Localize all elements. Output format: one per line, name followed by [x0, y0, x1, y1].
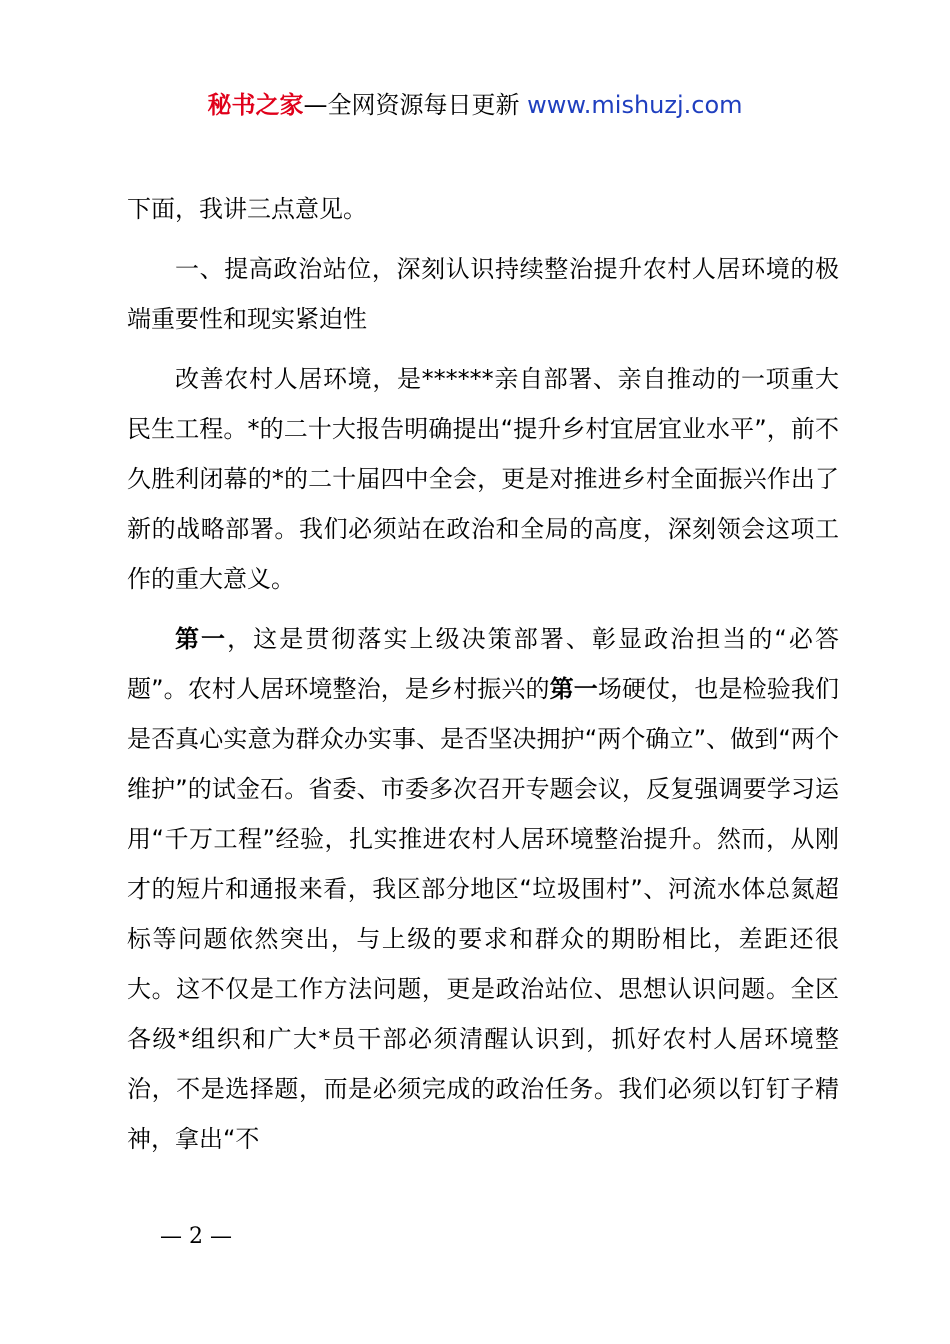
page-number: — 2 — [160, 1224, 232, 1249]
para-text-b: 场硬仗，也是检验我们是否真心实意为群众办实事、是否坚决拥护“两个确立”、做到“两个维护”的试金石。省委、市委多次召开专题会议，反复强调要学习运用“千万工程”经验，扎实推进农村人居环境整治提升。然而，从刚才的短片和通报来看，我区部分地区“垃圾围村”、河流水体总氮超标等问题依然突出，与上级的要求和群众的期盼相比，差距还很大。这不仅是工作方法问题，更是政治站位、思想认识问题。全区各级*组织和广大*员干部必须清醒认识到，抓好农村人居环境整治，不是选择题，而是必须完成的政治任务。我们必须以钉钉子精神，拿出“不 [127, 675, 840, 1153]
section-heading: 一、提高政治站位，深刻认识持续整治提升农村人居环境的极端重要性和现实紧迫性 [127, 255, 839, 333]
site-tagline: —全网资源每日更新 [303, 91, 528, 119]
site-brand: 秘书之家 [207, 91, 304, 119]
body-paragraph-1: 改善农村人居环境，是******亲自部署、亲自推动的一项重大民生工程。*的二十大报告明确提出“提升乡村宜居宜业水平”，前不久胜利闭幕的*的二十届四中全会，更是对推进乡村全面振兴作出了新的战略部署。我们必须站在政治和全局的高度，深刻领会这项工作的重大意义。 [127, 365, 839, 593]
para-inline-bold: 第一 [549, 675, 598, 703]
site-banner [0, 88, 950, 122]
para-text-a: ，这是贯彻落实上级决策部署、彰显政治担当的“必答题”。农村人居环境整治，是乡村振兴的 [127, 625, 839, 703]
site-url-link[interactable]: www.mishuzj.com [527, 91, 743, 119]
intro-paragraph: 下面，我讲三点意见。 [127, 195, 367, 223]
para-lead-bold: 第一 [175, 625, 228, 653]
body-paragraph-2 [127, 614, 839, 1164]
document-body [127, 184, 839, 1164]
